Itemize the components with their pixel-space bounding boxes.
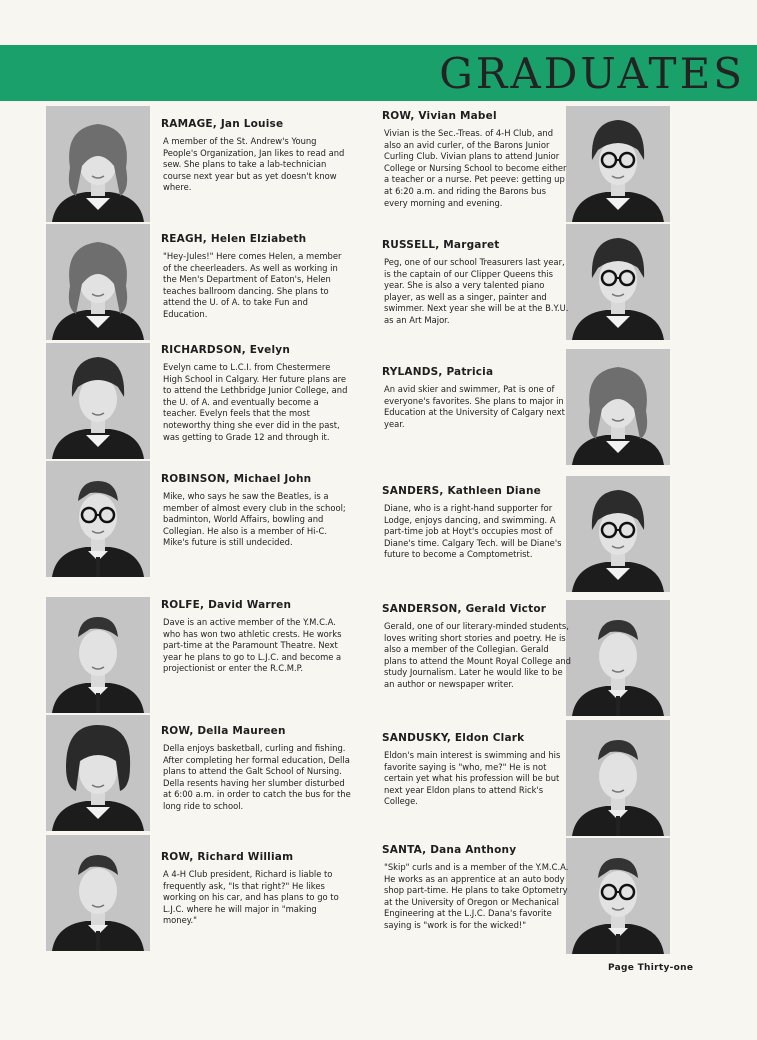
graduate-entry bbox=[161, 725, 351, 813]
graduate-entry bbox=[382, 844, 572, 932]
graduate-bio: Della enjoys basketball, curling and fishing. After completing her formal education, Della plans to attend the Galt School of Nursing. Della resents having her slumber disturbed at 6:00 a.m. in order to catch the bus for the long ride to school. bbox=[163, 743, 351, 811]
portrait-photo bbox=[46, 715, 150, 831]
graduate-entry bbox=[161, 344, 351, 443]
graduate-name: SANDERS, Kathleen Diane bbox=[382, 485, 541, 497]
graduate-bio: An avid skier and swimmer, Pat is one of everyone's favorites. She plans to major in Education at the University of Calgary next year. bbox=[384, 384, 565, 429]
graduate-name: RICHARDSON, Evelyn bbox=[161, 344, 290, 356]
graduate-bio: Eldon's main interest is swimming and his favorite saying is "who, me?" He is not certain yet what his profession will be but next year Eldon plans to attend Rick's College. bbox=[384, 750, 561, 807]
portrait-photo bbox=[46, 343, 150, 459]
graduate-bio: Mike, who says he saw the Beatles, is a member of almost every club in the school; badminton, World Affairs, bowling and Collegian. He also is a member of Hi-C. Mike's future is still undecided. bbox=[163, 491, 346, 548]
portrait-photo bbox=[566, 600, 670, 716]
portrait-photo bbox=[46, 106, 150, 222]
portrait-photo bbox=[566, 838, 670, 954]
graduate-entry bbox=[382, 485, 572, 561]
page-title: GRADUATES bbox=[439, 49, 745, 98]
graduate-name: SANDERSON, Gerald Victor bbox=[382, 603, 547, 615]
graduate-name: SANDUSKY, Eldon Clark bbox=[382, 732, 525, 744]
graduate-entry bbox=[161, 233, 351, 321]
graduate-name: SANTA, Dana Anthony bbox=[382, 844, 517, 856]
graduate-name: ROLFE, David Warren bbox=[161, 599, 292, 611]
portrait-photo bbox=[566, 224, 670, 340]
graduate-entry bbox=[382, 603, 572, 691]
portrait-photo bbox=[46, 224, 150, 340]
graduate-bio: Peg, one of our school Treasurers last year, is the captain of our Clipper Queens this year. She is also a very talented piano player, as well as a singer, painter and swimmer. Next year she will be at the B.Y.U. as an Art Major. bbox=[384, 257, 569, 325]
graduate-entry bbox=[382, 366, 572, 430]
header-banner bbox=[0, 45, 757, 101]
graduate-bio: Vivian is the Sec.-Treas. of 4-H Club, and also an avid curler, of the Barons Junior Curling Club. Vivian plans to attend Junior College or Nursing School to become either a teacher or a nurse. Pet peeve: getting up at 6:20 a.m. and riding the Barons bus every morning and evening. bbox=[384, 128, 567, 208]
graduate-name: RAMAGE, Jan Louise bbox=[161, 118, 284, 130]
graduate-name: ROW, Della Maureen bbox=[161, 725, 286, 737]
graduate-bio: "Skip" curls and is a member of the Y.M.C.A. He works as an apprentice at an auto body shop part-time. He plans to take Optometry at the University of Oregon or Mechanical Engineering at the L.J.C. Dana's favorite saying is "work is for the wicked!" bbox=[384, 862, 569, 930]
portrait-photo bbox=[566, 476, 670, 592]
graduate-entry bbox=[161, 473, 351, 549]
graduate-bio: "Hey-Jules!" Here comes Helen, a member of the cheerleaders. As well as working in the Men's Department of Eaton's, Helen teaches ballroom dancing. She plans to attend the U. of A. to take Fun and Education. bbox=[163, 251, 342, 319]
graduate-entry bbox=[382, 110, 572, 209]
portrait-photo bbox=[566, 720, 670, 836]
graduate-name: RUSSELL, Margaret bbox=[382, 239, 500, 251]
graduate-entry bbox=[382, 732, 572, 808]
portrait-photo bbox=[46, 597, 150, 713]
graduate-entry bbox=[161, 118, 351, 194]
graduate-name: ROBINSON, Michael John bbox=[161, 473, 312, 485]
graduate-bio: Diane, who is a right-hand supporter for Lodge, enjoys dancing, and swimming. A part-time job at Hoyt's occupies most of Diane's time. Calgary Tech. will be Diane's future to become a Comptometrist. bbox=[384, 503, 562, 560]
graduate-name: REAGH, Helen Elziabeth bbox=[161, 233, 307, 245]
graduate-bio: Dave is an active member of the Y.M.C.A. who has won two athletic crests. He works part-time at the Paramount Theatre. Next year he plans to go to L.J.C. and become a projectionist or enter the R.C.M.P. bbox=[163, 617, 342, 674]
graduate-name: RYLANDS, Patricia bbox=[382, 366, 494, 378]
page-number: Page Thirty-one bbox=[608, 963, 694, 973]
graduate-entry bbox=[161, 851, 351, 927]
graduate-name: ROW, Richard William bbox=[161, 851, 294, 863]
graduate-entry bbox=[382, 239, 572, 327]
graduate-entry bbox=[161, 599, 351, 675]
portrait-photo bbox=[46, 461, 150, 577]
graduate-bio: Evelyn came to L.C.I. from Chestermere High School in Calgary. Her future plans are to attend the Lethbridge Junior College, and the U. of A. and eventually become a teacher. Evelyn feels that the most noteworthy thing she ever did in the past, was getting to Grade 12 and through it. bbox=[163, 362, 348, 442]
graduate-bio: Gerald, one of our literary-minded students, loves writing short stories and poetry. He is also a member of the Collegian. Gerald plans to attend the Mount Royal College and study Journalism. Later he would like to be an author or newspaper writer. bbox=[384, 621, 571, 689]
portrait-photo bbox=[46, 835, 150, 951]
graduate-bio: A member of the St. Andrew's Young People's Organization, Jan likes to read and sew. She plans to take a lab-technician course next year but as yet doesn't know where. bbox=[163, 136, 345, 193]
portrait-photo bbox=[566, 349, 670, 465]
graduate-bio: A 4-H Club president, Richard is liable to frequently ask, "Is that right?" He likes working on his car, and has plans to go to L.J.C. where he will major in "making money." bbox=[163, 869, 339, 926]
portrait-photo bbox=[566, 106, 670, 222]
graduate-name: ROW, Vivian Mabel bbox=[382, 110, 497, 122]
